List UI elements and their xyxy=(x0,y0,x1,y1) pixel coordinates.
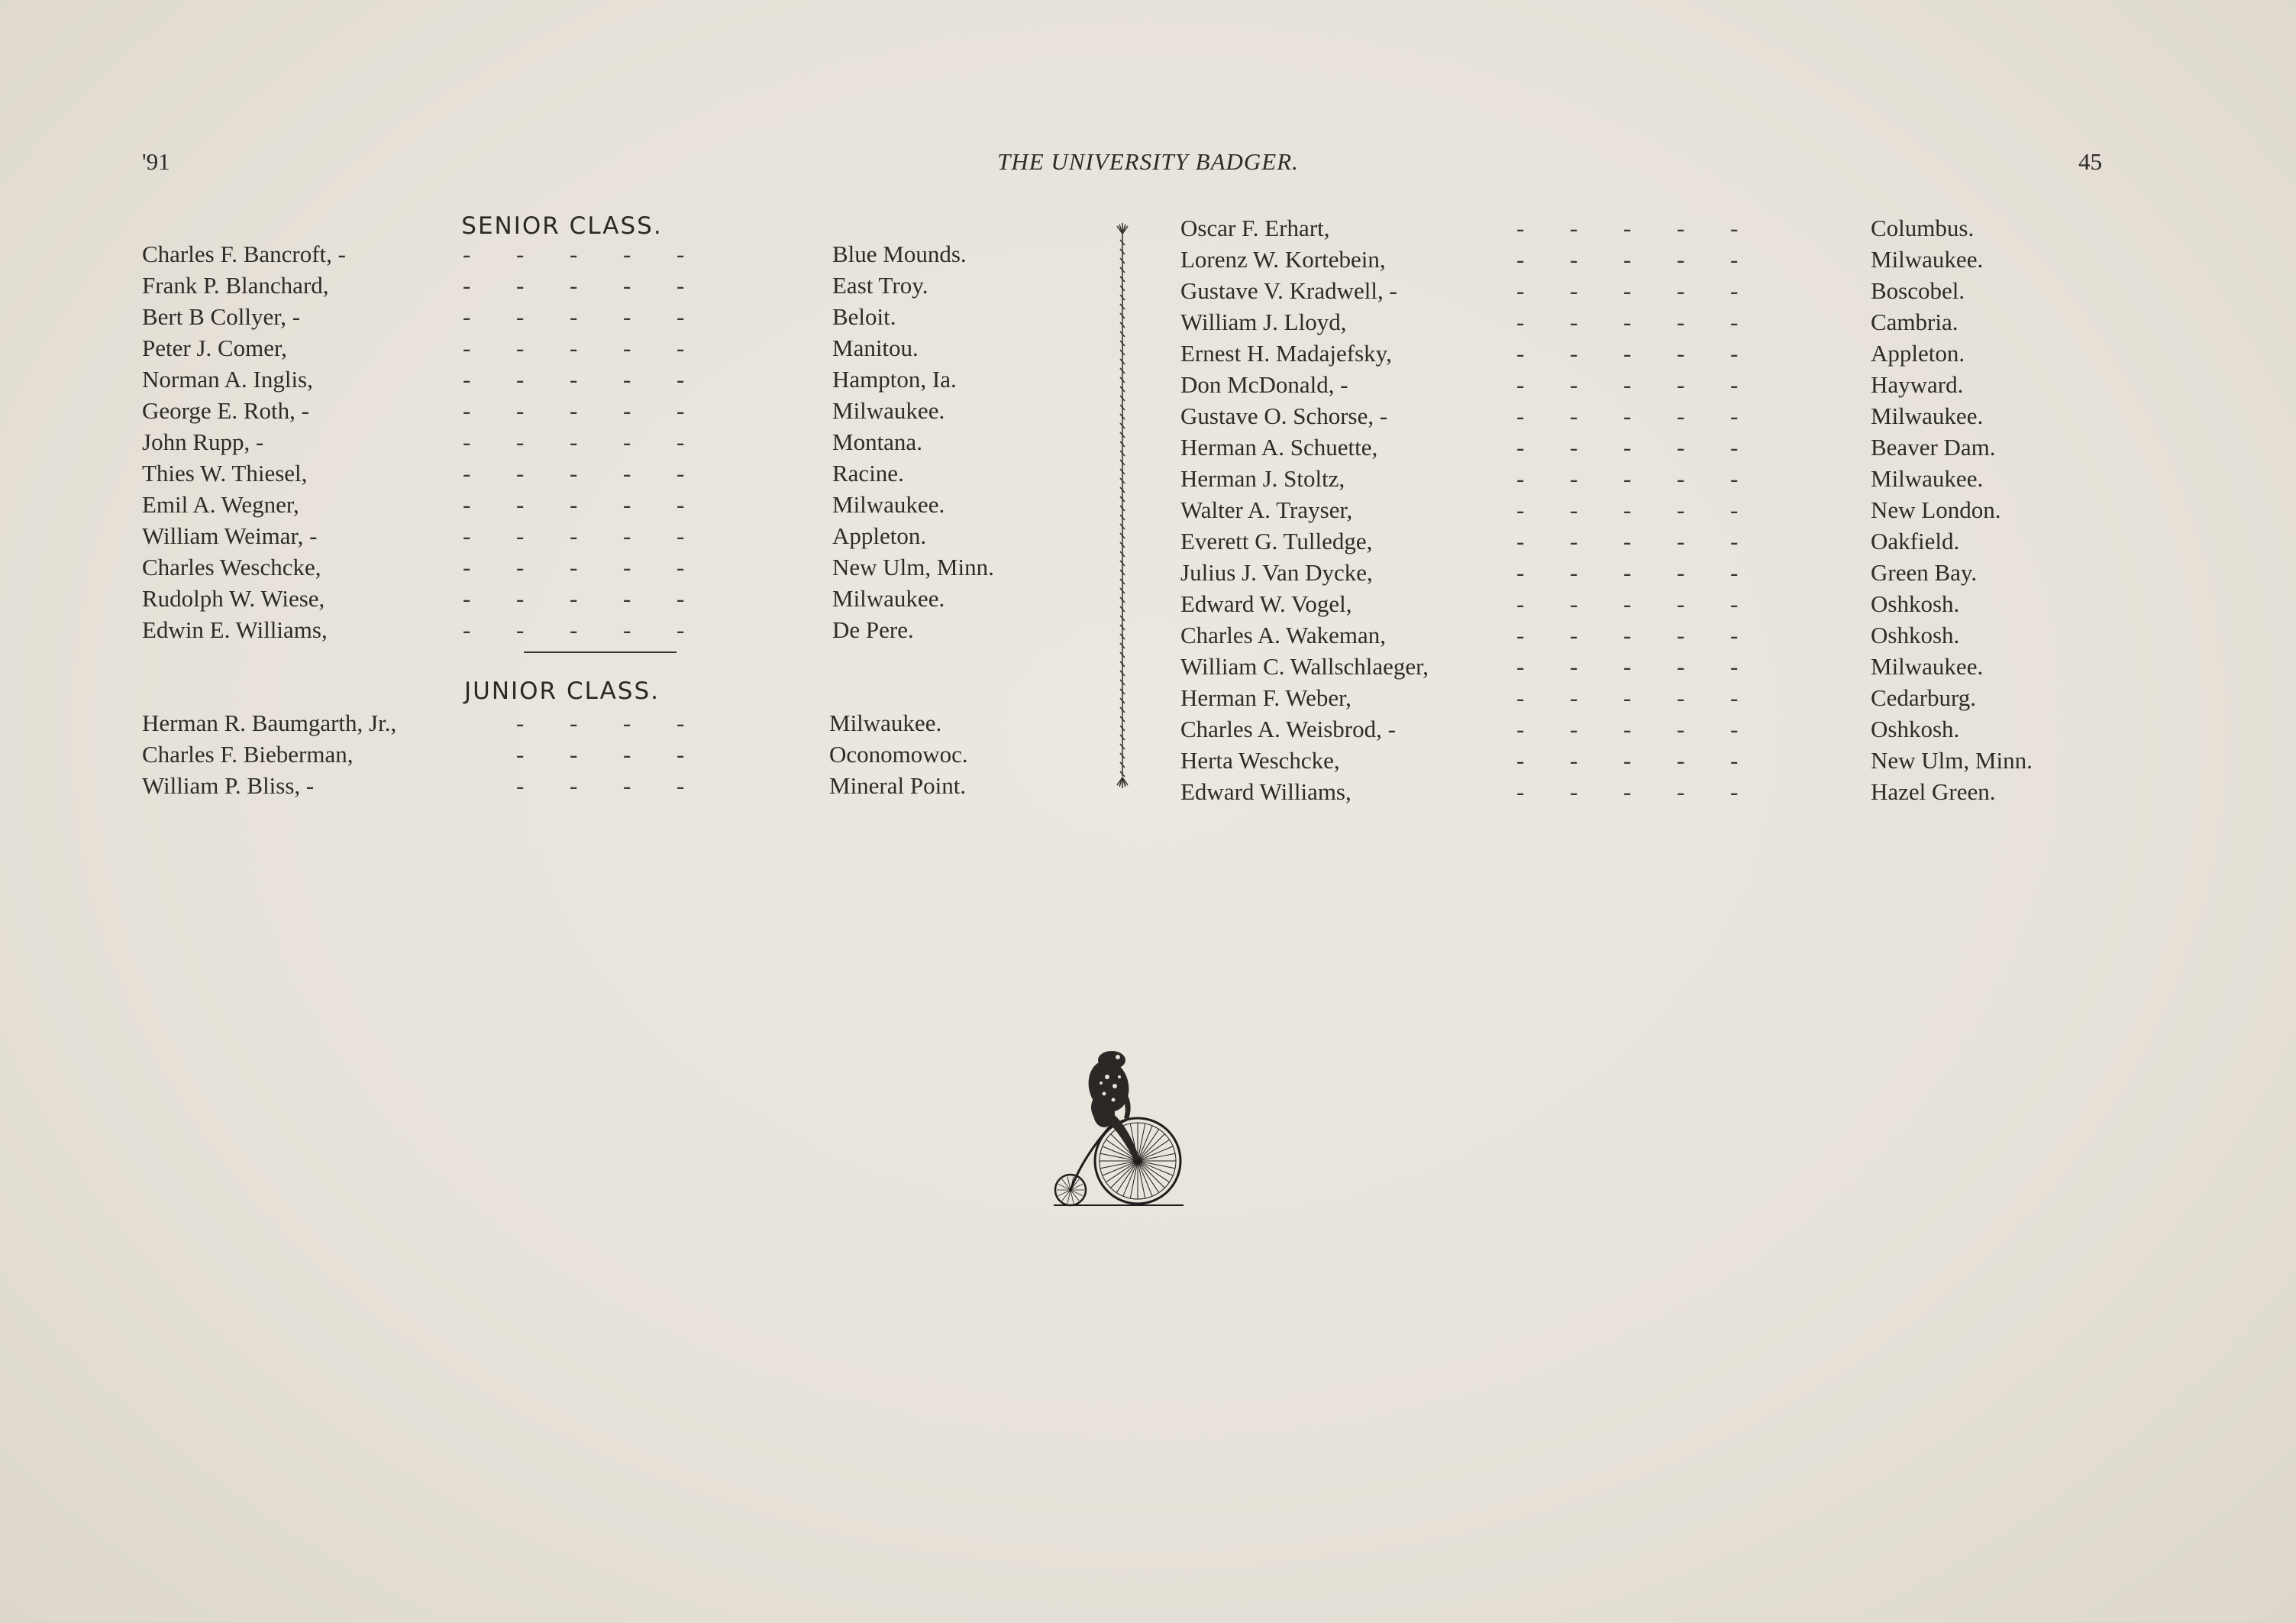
member-hometown: Appleton. xyxy=(832,522,927,549)
member-name: Charles A. Weisbrod, - xyxy=(1180,716,1396,742)
member-name: Ernest H. Madajefsky, xyxy=(1180,340,1392,367)
member-hometown: Columbus. xyxy=(1871,215,1975,241)
member-hometown: Cedarburg. xyxy=(1871,684,1977,711)
member-name: Walter A. Trayser, xyxy=(1180,496,1353,523)
member-name: Charles Weschcke, xyxy=(142,554,321,580)
member-name: Norman A. Inglis, xyxy=(142,366,313,393)
member-name: Herman J. Stoltz, xyxy=(1180,465,1345,492)
member-hometown: Montana. xyxy=(832,428,922,455)
member-name: Thies W. Thiesel, xyxy=(142,460,308,487)
member-hometown: Oshkosh. xyxy=(1871,716,1960,742)
member-hometown: Milwaukee. xyxy=(1871,403,1984,429)
member-hometown: New London. xyxy=(1871,496,2001,523)
member-name: Gustave V. Kradwell, - xyxy=(1180,277,1397,304)
junior-class-heading: JUNIOR CLASS. xyxy=(463,677,660,705)
member-hometown: Oakfield. xyxy=(1871,528,1960,554)
member-name: Herman F. Weber, xyxy=(1180,684,1351,711)
member-hometown: Beaver Dam. xyxy=(1871,434,1996,461)
member-hometown: Racine. xyxy=(832,460,904,487)
member-name: Oscar F. Erhart, xyxy=(1180,215,1330,241)
member-hometown: Appleton. xyxy=(1871,340,1965,367)
member-hometown: Green Bay. xyxy=(1871,559,1978,586)
member-hometown: Manitou. xyxy=(832,335,919,361)
member-hometown: East Troy. xyxy=(832,272,928,299)
member-hometown: Beloit. xyxy=(832,303,896,330)
member-name: William P. Bliss, - xyxy=(142,772,315,799)
member-name: Charles F. Bieberman, xyxy=(142,741,354,768)
member-hometown: Hazel Green. xyxy=(1871,778,1996,805)
member-name: Gustave O. Schorse, - xyxy=(1180,403,1388,429)
member-hometown: Milwaukee. xyxy=(832,397,945,424)
member-name: Herman A. Schuette, xyxy=(1180,434,1378,461)
member-name: Rudolph W. Wiese, xyxy=(142,585,325,612)
member-hometown: Milwaukee. xyxy=(829,710,942,736)
member-hometown: New Ulm, Minn. xyxy=(1871,747,2033,774)
member-name: William Weimar, - xyxy=(142,522,318,549)
member-name: Peter J. Comer, xyxy=(142,335,287,361)
member-name: Bert B Collyer, - xyxy=(142,303,301,330)
member-name: George E. Roth, - xyxy=(142,397,309,424)
member-hometown: Hayward. xyxy=(1871,371,1964,398)
member-name: Frank P. Blanchard, xyxy=(142,272,329,299)
member-name: Everett G. Tulledge, xyxy=(1180,528,1373,554)
member-name: Edwin E. Williams, xyxy=(142,616,328,643)
book-page: '91 THE UNIVERSITY BADGER. 45 SENIOR CLASS. Charles F. Bancroft, - - - - - - Blue Mounds. Frank P. Blanchard, - - - - - East Troy. Bert B Collyer, - - - - - - Beloit. Peter J. Comer, - - - - - Manitou. Norman A. Inglis, - - - - - Hampton, Ia. George E. Roth, - - - - - - Milwaukee. John Rupp, - - - - - - Montana. Thies W. Thiesel, - - - - - Racine. Emil A. Wegner, - - - - - Milwaukee. William Weimar, - - - - - - Appleton. Charles Weschcke, - - - - - New Ulm, Minn. Rudolph W. Wiese, - - - - - Milwaukee. Edwin E. Williams, - - - - - De Pere. JUNIOR CLASS. Herman R. Baumgarth, Jr., - - - - Milwaukee. Charles F. Bieberman, - - - - Oconomowoc. William P. Bliss, - - - - - Mineral Point. Oscar F. Erhart, - - - - - Columbus. Lorenz W. Kortebein, - - - - - Milwaukee. Gustave V. Kradwell, - - - - - - Boscobel. William J. Lloyd, - - - - - Cambria. Ernest H. Madajefsky, - - - - - Appleton. Don McDonald, - - - - - - Hayward. Gustave O. Schorse, - - - - - - Milwaukee. Herman A. Schuette, - - - - - Beaver Dam. Herman J. Stoltz, - - - - - Milwaukee. Walter A. Trayser, - - - - - New London. Everett G. Tulledge, - - - - - Oakfield. Julius J. Van Dycke, - - - - - Green Bay. Edward W. Vogel, - - - - - Oshkosh. Charles A. Wakeman, - - - - - Oshkosh. William C. Wallschlaeger, - - - - - Milwaukee. Herman F. Weber, - - - - - Cedarburg. Charles A. Weisbrod, - - - - - - Oshkosh. Herta Weschcke, - - - - - New Ulm, Minn. Edward Williams, - - - - - Hazel Green. xyxy=(0,0,2296,1623)
member-name: Emil A. Wegner, xyxy=(142,491,299,518)
member-hometown: Oconomowoc. xyxy=(829,741,968,768)
member-name: William C. Wallschlaeger, xyxy=(1180,653,1429,680)
member-hometown: Mineral Point. xyxy=(829,772,967,799)
member-name: Herman R. Baumgarth, Jr., xyxy=(142,710,397,736)
member-hometown: Milwaukee. xyxy=(1871,465,1984,492)
page-number: 45 xyxy=(2078,148,2102,175)
running-head-year: '91 xyxy=(142,148,170,175)
column-divider-ornament xyxy=(1116,223,1129,788)
member-name: Lorenz W. Kortebein, xyxy=(1180,246,1386,273)
frog-on-bicycle-illustration xyxy=(1054,1046,1191,1208)
member-hometown: Hampton, Ia. xyxy=(832,366,957,393)
member-name: Edward Williams, xyxy=(1180,778,1351,805)
member-name: Julius J. Van Dycke, xyxy=(1180,559,1373,586)
member-hometown: Milwaukee. xyxy=(1871,246,1984,273)
member-name: Charles F. Bancroft, - xyxy=(142,241,346,267)
running-head-title: THE UNIVERSITY BADGER. xyxy=(997,148,1299,175)
member-hometown: Milwaukee. xyxy=(1871,653,1984,680)
member-name: William J. Lloyd, xyxy=(1180,309,1347,335)
member-hometown: De Pere. xyxy=(832,616,914,643)
member-name: Don McDonald, - xyxy=(1180,371,1348,398)
member-hometown: Milwaukee. xyxy=(832,491,945,518)
member-hometown: Blue Mounds. xyxy=(832,241,967,267)
member-hometown: Oshkosh. xyxy=(1871,590,1960,617)
member-hometown: Milwaukee. xyxy=(832,585,945,612)
member-name: Edward W. Vogel, xyxy=(1180,590,1352,617)
section-rule xyxy=(524,651,677,653)
member-hometown: Cambria. xyxy=(1871,309,1959,335)
member-hometown: New Ulm, Minn. xyxy=(832,554,994,580)
member-hometown: Oshkosh. xyxy=(1871,622,1960,648)
member-name: Charles A. Wakeman, xyxy=(1180,622,1386,648)
member-hometown: Boscobel. xyxy=(1871,277,1965,304)
member-name: John Rupp, - xyxy=(142,428,264,455)
member-name: Herta Weschcke, xyxy=(1180,747,1340,774)
senior-class-heading: SENIOR CLASS. xyxy=(461,212,663,240)
